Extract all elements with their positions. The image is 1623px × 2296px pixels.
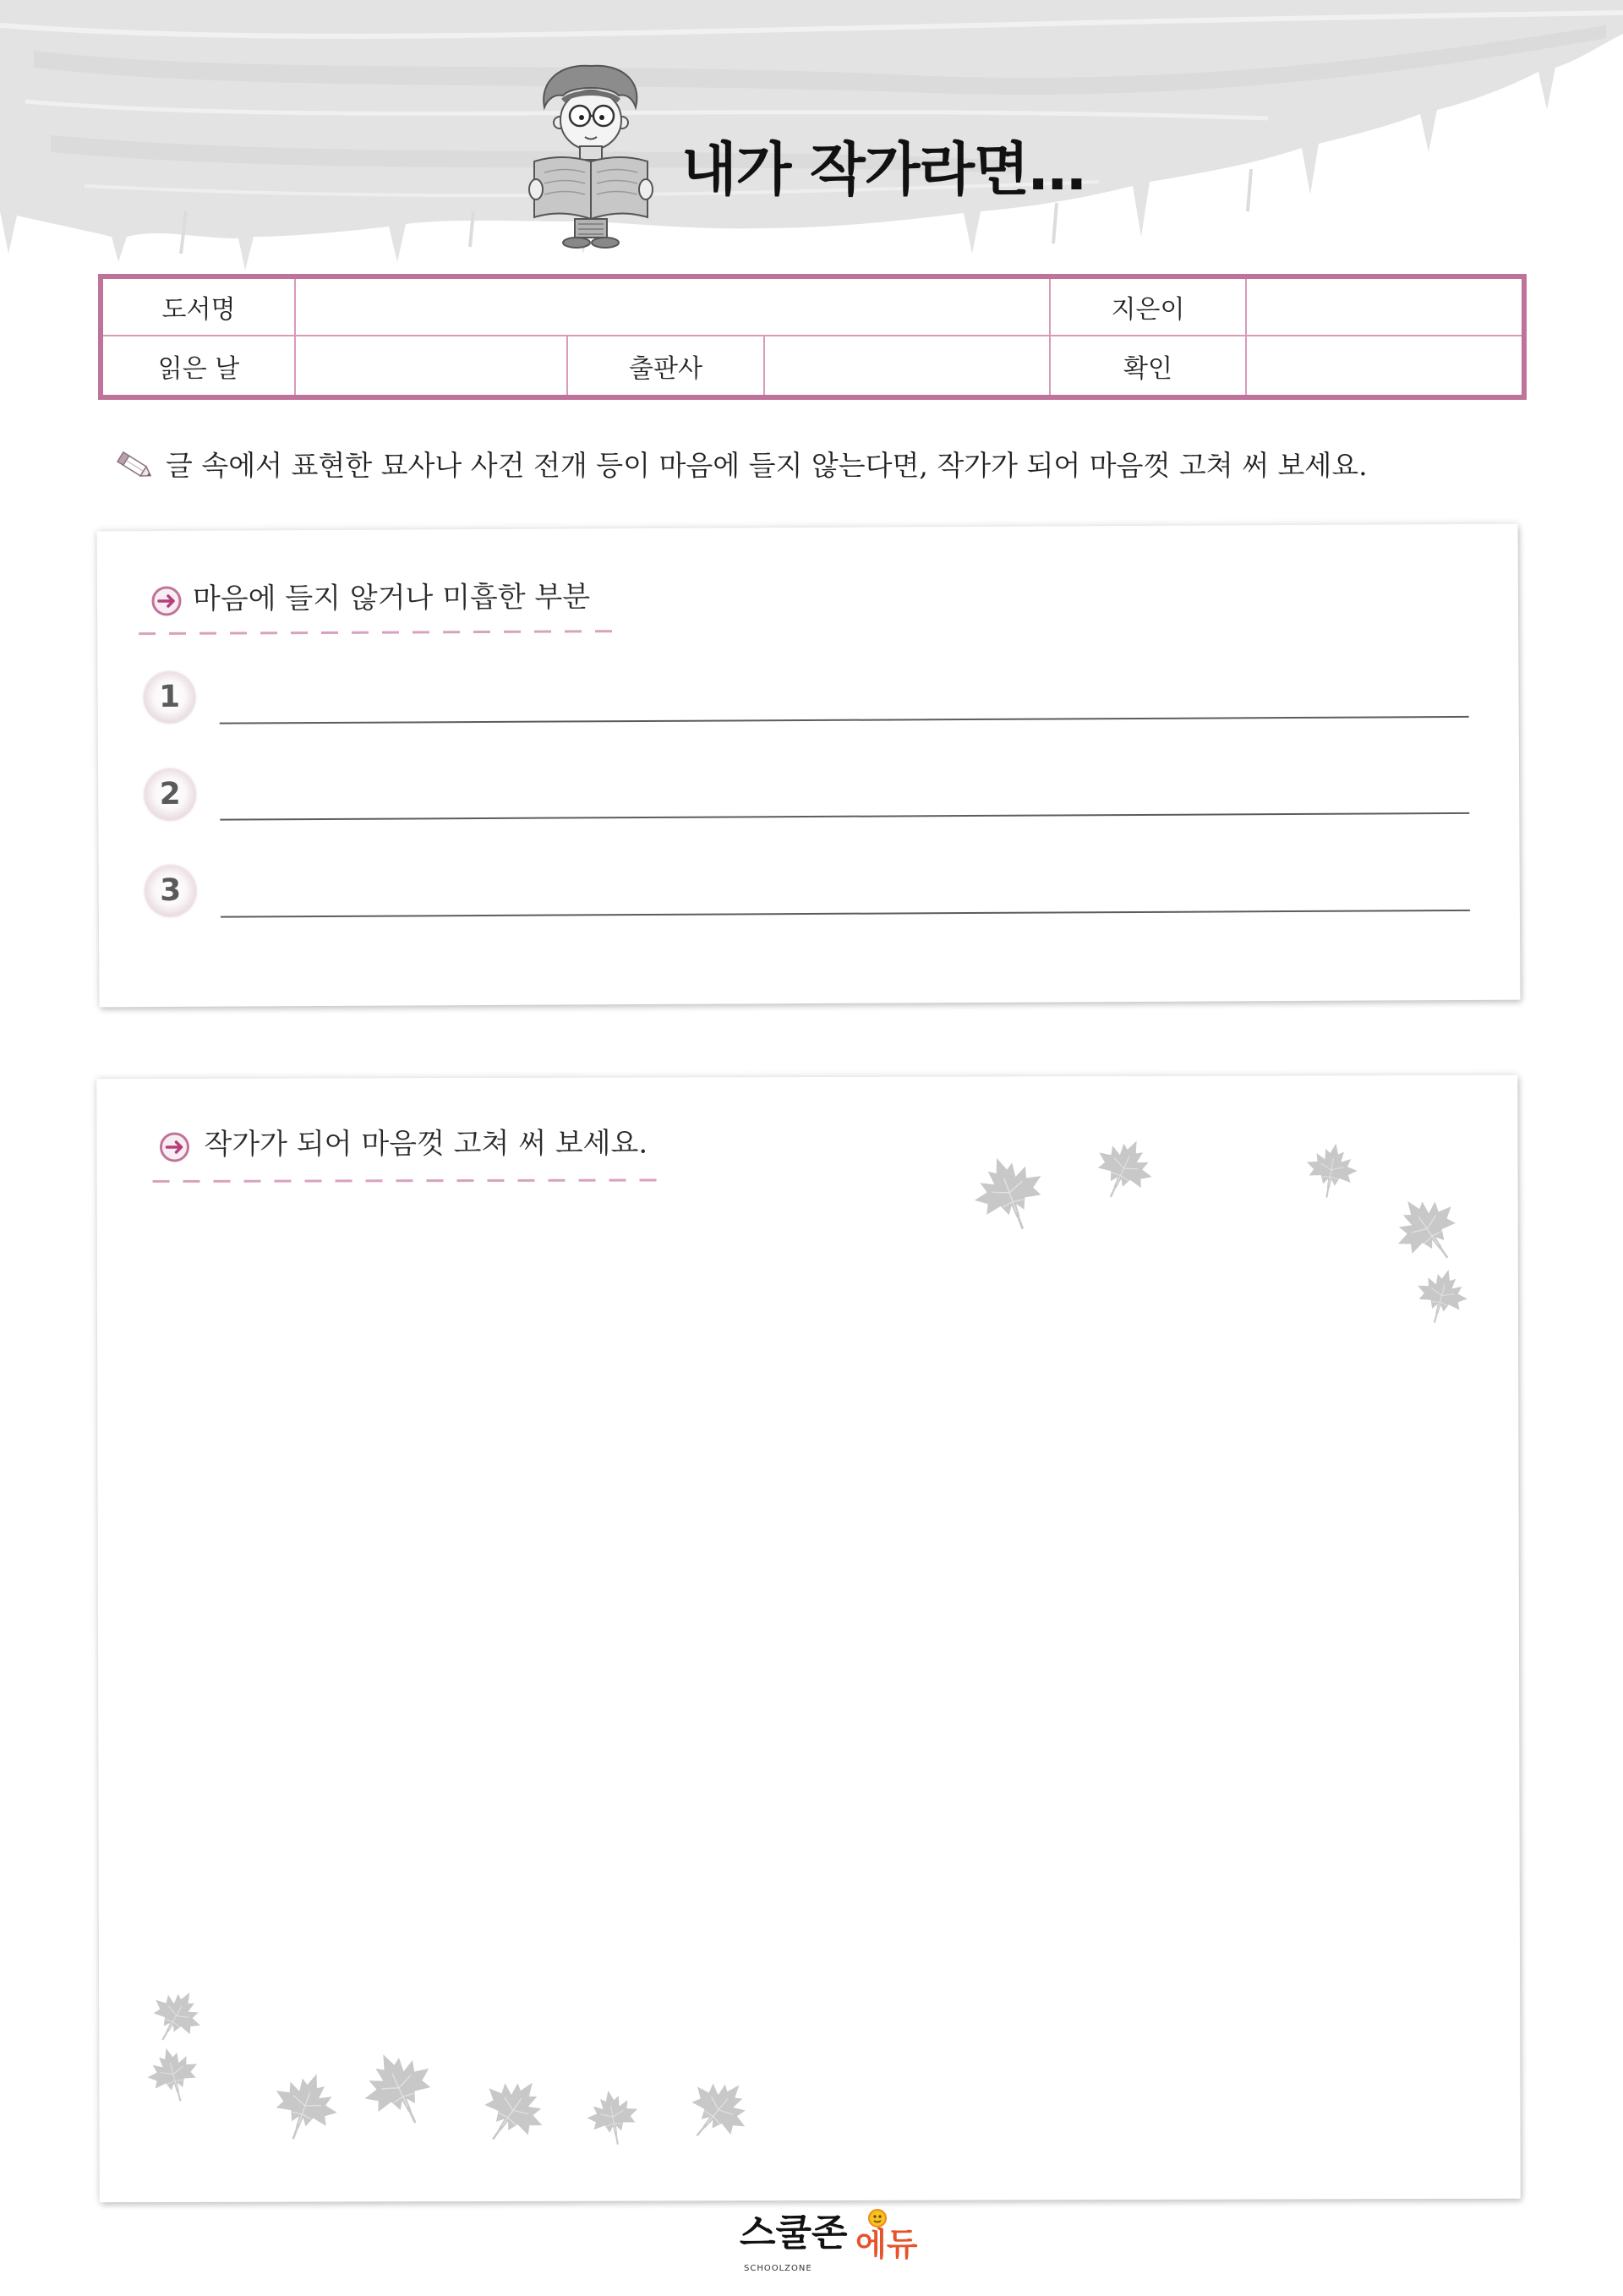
heading-dashed-underline bbox=[139, 630, 619, 635]
weak-points-card bbox=[97, 524, 1521, 1008]
author-field bbox=[1247, 279, 1522, 336]
book-title-field bbox=[296, 279, 1051, 336]
maple-leaf-icon bbox=[1298, 1136, 1365, 1204]
arrow-circle-icon bbox=[158, 1131, 190, 1163]
maple-leaf-icon bbox=[346, 2035, 452, 2141]
weak-points-heading: 마음에 들지 않거나 미흡한 부분 bbox=[192, 580, 591, 616]
answer-line bbox=[221, 910, 1470, 918]
reading-character-illustration bbox=[527, 58, 654, 249]
item-number-badge: 3 bbox=[145, 866, 196, 916]
heading-dashed-underline bbox=[153, 1178, 661, 1183]
publisher-logo-text: 스쿨존 bbox=[740, 2211, 848, 2255]
instruction-text: 글 속에서 표현한 묘사나 사건 전개 등이 마음에 들지 않는다면, 작가가 되어 마음껏 고쳐 써 보세요. bbox=[166, 449, 1368, 482]
maple-leaf-icon bbox=[462, 2059, 564, 2162]
publisher-logo-accent: 에듀 bbox=[855, 2226, 918, 2263]
answer-line bbox=[220, 716, 1469, 724]
answer-line bbox=[220, 812, 1469, 821]
read-date-label: 읽은 날 bbox=[103, 336, 296, 395]
maple-leaf-icon bbox=[258, 2058, 352, 2152]
publisher-label: 출판사 bbox=[568, 336, 765, 395]
book-info-table bbox=[98, 274, 1527, 400]
publisher-field bbox=[765, 336, 1051, 395]
pencil-icon bbox=[114, 448, 156, 485]
maple-leaf-icon bbox=[958, 1141, 1061, 1244]
arrow-circle-icon bbox=[150, 585, 183, 617]
read-date-field bbox=[296, 336, 568, 395]
maple-leaf-icon bbox=[669, 2060, 768, 2159]
maple-leaf-icon bbox=[1080, 1124, 1168, 1212]
publisher-logo-subtitle: SCHOOLZONE bbox=[744, 2264, 812, 2273]
item-number-badge: 2 bbox=[145, 769, 195, 820]
check-field bbox=[1247, 336, 1522, 395]
maple-leaf-icon bbox=[138, 2038, 210, 2110]
item-number-badge: 1 bbox=[144, 672, 194, 723]
book-title-label: 도서명 bbox=[103, 279, 296, 336]
rewrite-heading: 작가가 되어 마음껏 고쳐 써 보세요. bbox=[204, 1126, 648, 1162]
author-label: 지은이 bbox=[1051, 279, 1247, 336]
rewrite-card bbox=[96, 1075, 1520, 2202]
maple-leaf-icon bbox=[579, 2083, 647, 2151]
page-title: 내가 작가라면… bbox=[681, 137, 1085, 204]
check-label: 확인 bbox=[1051, 336, 1247, 395]
